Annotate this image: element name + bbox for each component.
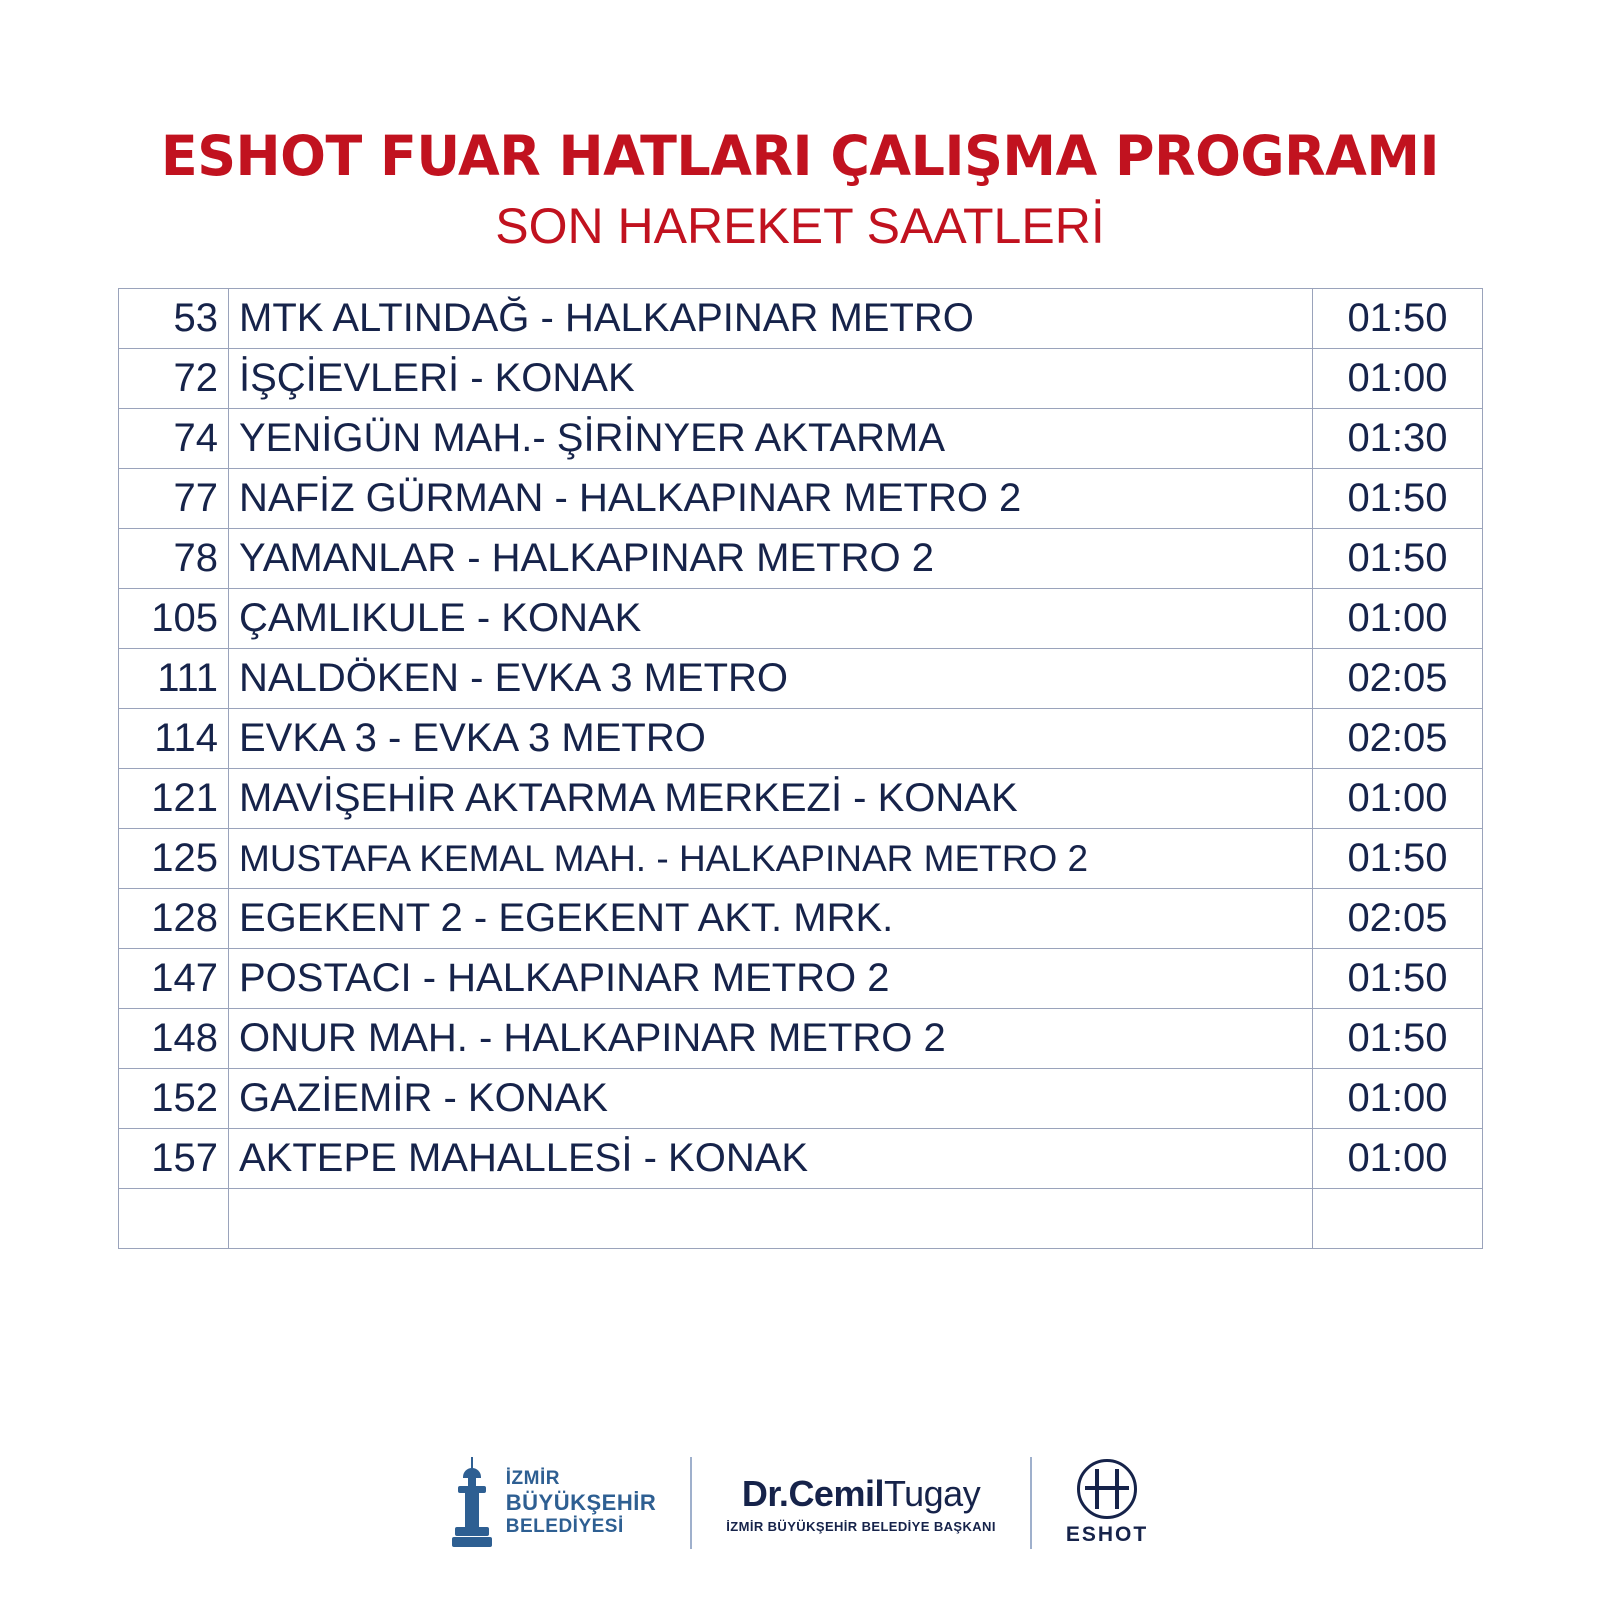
route-name: MTK ALTINDAĞ - HALKAPINAR METRO [229,289,1313,349]
mayor-first-name: Cemil [788,1472,884,1514]
route-time: 01:30 [1313,409,1483,469]
route-code: 105 [119,589,229,649]
route-code: 125 [119,829,229,889]
route-time-empty [1313,1189,1483,1249]
route-code: 128 [119,889,229,949]
route-code: 72 [119,349,229,409]
route-name: NAFİZ GÜRMAN - HALKAPINAR METRO 2 [229,469,1313,529]
route-name: ÇAMLIKULE - KONAK [229,589,1313,649]
poster-footer [0,1444,1600,1562]
mayor-last-name: Tugay [883,1472,981,1514]
poster-header [0,0,1600,252]
route-time: 01:00 [1313,1129,1483,1189]
page-title: ESHOT FUAR HATLARI ÇALIŞMA PROGRAMI [160,124,1440,188]
route-name: EVKA 3 - EVKA 3 METRO [229,709,1313,769]
route-name: YAMANLAR - HALKAPINAR METRO 2 [229,529,1313,589]
municipality-line-2: BÜYÜKŞEHİR [505,1490,657,1516]
route-code: 74 [119,409,229,469]
municipality-line-1: İZMİR [505,1468,560,1490]
route-time: 01:50 [1313,289,1483,349]
route-name: ONUR MAH. - HALKAPINAR METRO 2 [229,1009,1313,1069]
municipality-name [506,1468,656,1538]
table-row [119,829,1483,889]
route-time: 02:05 [1313,889,1483,949]
table-row [119,649,1483,709]
route-name: MAVİŞEHİR AKTARMA MERKEZİ - KONAK [229,769,1313,829]
route-code-empty [119,1189,229,1249]
table-row [119,289,1483,349]
clock-tower-icon [452,1457,492,1549]
eshot-wordmark: ESHOT [1065,1523,1149,1546]
route-time: 01:00 [1313,349,1483,409]
route-code: 114 [119,709,229,769]
municipality-line-3: BELEDİYESİ [505,1515,624,1537]
schedule-table-body [119,289,1483,1249]
route-time: 01:50 [1313,529,1483,589]
table-row [119,1069,1483,1129]
route-name: YENİGÜN MAH.- ŞİRİNYER AKTARMA [229,409,1313,469]
route-name: POSTACI - HALKAPINAR METRO 2 [229,949,1313,1009]
route-time: 01:00 [1313,589,1483,649]
mayor-role: İZMİR BÜYÜKŞEHİR BELEDİYE BAŞKANI [726,1518,996,1534]
route-name: EGEKENT 2 - EGEKENT AKT. MRK. [229,889,1313,949]
route-time: 01:50 [1313,829,1483,889]
route-name: GAZİEMİR - KONAK [229,1069,1313,1129]
route-code: 111 [119,649,229,709]
table-row [119,769,1483,829]
mayor-prefix: Dr. [741,1472,789,1514]
route-code: 147 [119,949,229,1009]
route-time: 02:05 [1313,649,1483,709]
route-time: 01:00 [1313,769,1483,829]
table-row [119,949,1483,1009]
mayor-signature [692,1449,1030,1557]
table-row [119,1129,1483,1189]
mayor-name [726,1473,996,1515]
table-row [119,589,1483,649]
route-time: 02:05 [1313,709,1483,769]
route-time: 01:50 [1313,949,1483,1009]
route-name: İŞÇİEVLERİ - KONAK [229,349,1313,409]
table-row [119,1009,1483,1069]
eshot-emblem-icon [1077,1459,1137,1519]
table-row [119,469,1483,529]
route-name: NALDÖKEN - EVKA 3 METRO [229,649,1313,709]
table-row [119,529,1483,589]
route-time: 01:50 [1313,1009,1483,1069]
route-code: 53 [119,289,229,349]
route-name: AKTEPE MAHALLESİ - KONAK [229,1129,1313,1189]
route-code: 148 [119,1009,229,1069]
route-time: 01:00 [1313,1069,1483,1129]
route-time: 01:50 [1313,469,1483,529]
route-name-empty [229,1189,1313,1249]
table-row-empty [119,1189,1483,1249]
route-code: 77 [119,469,229,529]
route-code: 121 [119,769,229,829]
page-subtitle: SON HAREKET SAATLERİ [495,197,1105,254]
route-code: 152 [119,1069,229,1129]
route-name: MUSTAFA KEMAL MAH. - HALKAPINAR METRO 2 [229,829,1313,889]
schedule-table [118,288,1483,1249]
schedule-table-wrapper [118,288,1482,1249]
table-row [119,709,1483,769]
eshot-logo [1032,1449,1182,1557]
municipality-logo [418,1449,690,1557]
route-code: 78 [119,529,229,589]
table-row [119,889,1483,949]
table-row [119,349,1483,409]
route-code: 157 [119,1129,229,1189]
table-row [119,409,1483,469]
